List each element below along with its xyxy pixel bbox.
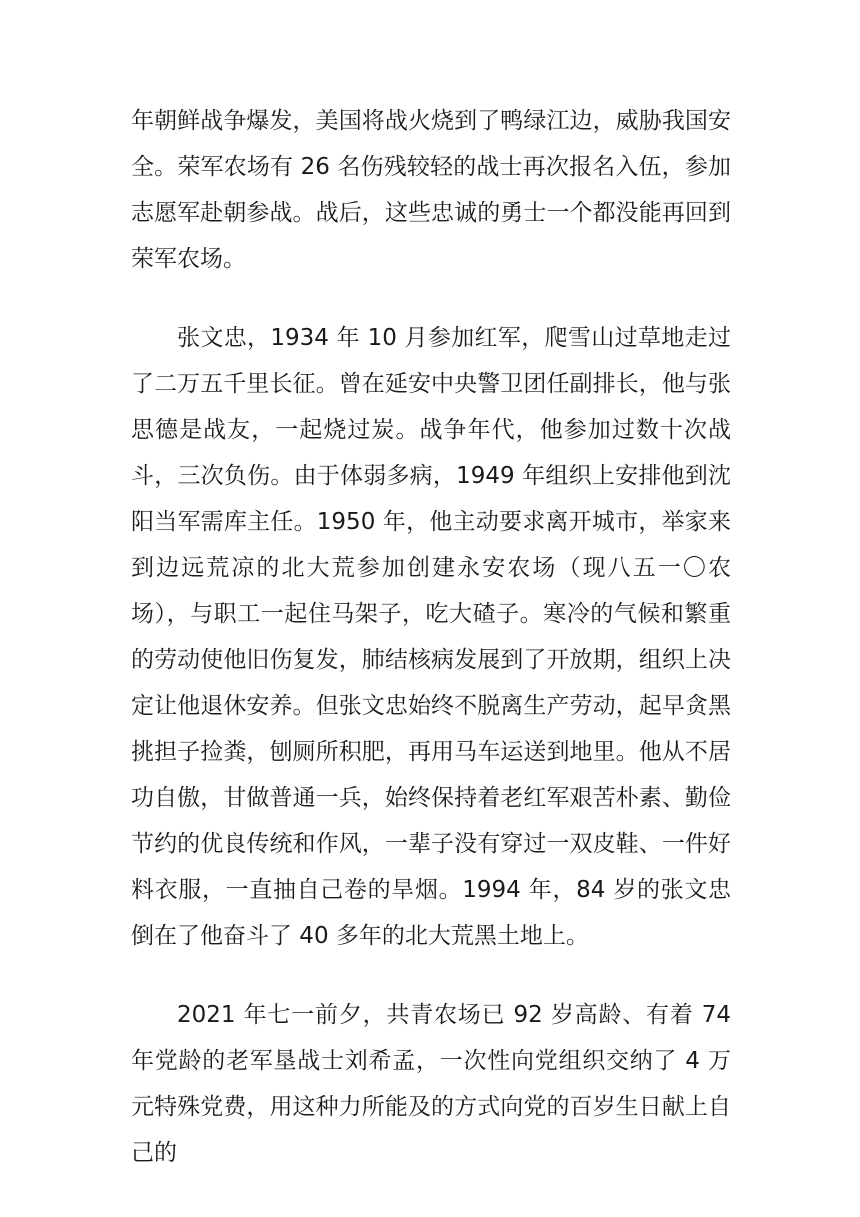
paragraph-rongjun-farm: 年朝鲜战争爆发，美国将战火烧到了鸭绿江边，威胁我国安全。荣军农场有 26 名伤残较轻的战士再次报名入伍，参加志愿军赴朝参战。战后，这些忠诚的勇士一个都没能再回到荣军农场。 — [131, 108, 731, 272]
paragraph-liu-ximeng: 2021 年七一前夕，共青农场已 92 岁高龄、有着 74 年党龄的老军垦战士刘希孟，一次性向党组织交纳了 4 万元特殊党费，用这种力所能及的方式向党的百岁生日献上自己的 — [131, 1002, 731, 1166]
paragraph-zhang-wenzhong: 张文忠，1934 年 10 月参加红军，爬雪山过草地走过了二万五千里长征。曾在延安中央警卫团任副排长，他与张思德是战友，一起烧过炭。战争年代，他参加过数十次战斗，三次负伤。由于体弱多病，1949 年组织上安排他到沈阳当军需库主任。1950 年，他主动要求离开城市，举家来到边远荒凉的北大荒参加创建永安农场（现八五一〇农场），与职工一起住马架子，吃大碴子。寒冷的气候和繁重的劳动使他旧伤复发，肺结核病发展到了开放期，组织上决定让他退休安养。但张文忠始终不脱离生产劳动，起早贪黑挑担子捡粪，刨厕所积肥，再用马车运送到地里。他从不居功自傲，甘做普通一兵，始终保持着老红军艰苦朴素、勤俭节约的优良传统和作风，一辈子没有穿过一双皮鞋、一件好料衣服，一直抽自己卷的旱烟。1994 年，84 岁的张文忠倒在了他奋斗了 40 多年的北大荒黑土地上。 — [131, 325, 731, 949]
document-page — [131, 98, 731, 1176]
